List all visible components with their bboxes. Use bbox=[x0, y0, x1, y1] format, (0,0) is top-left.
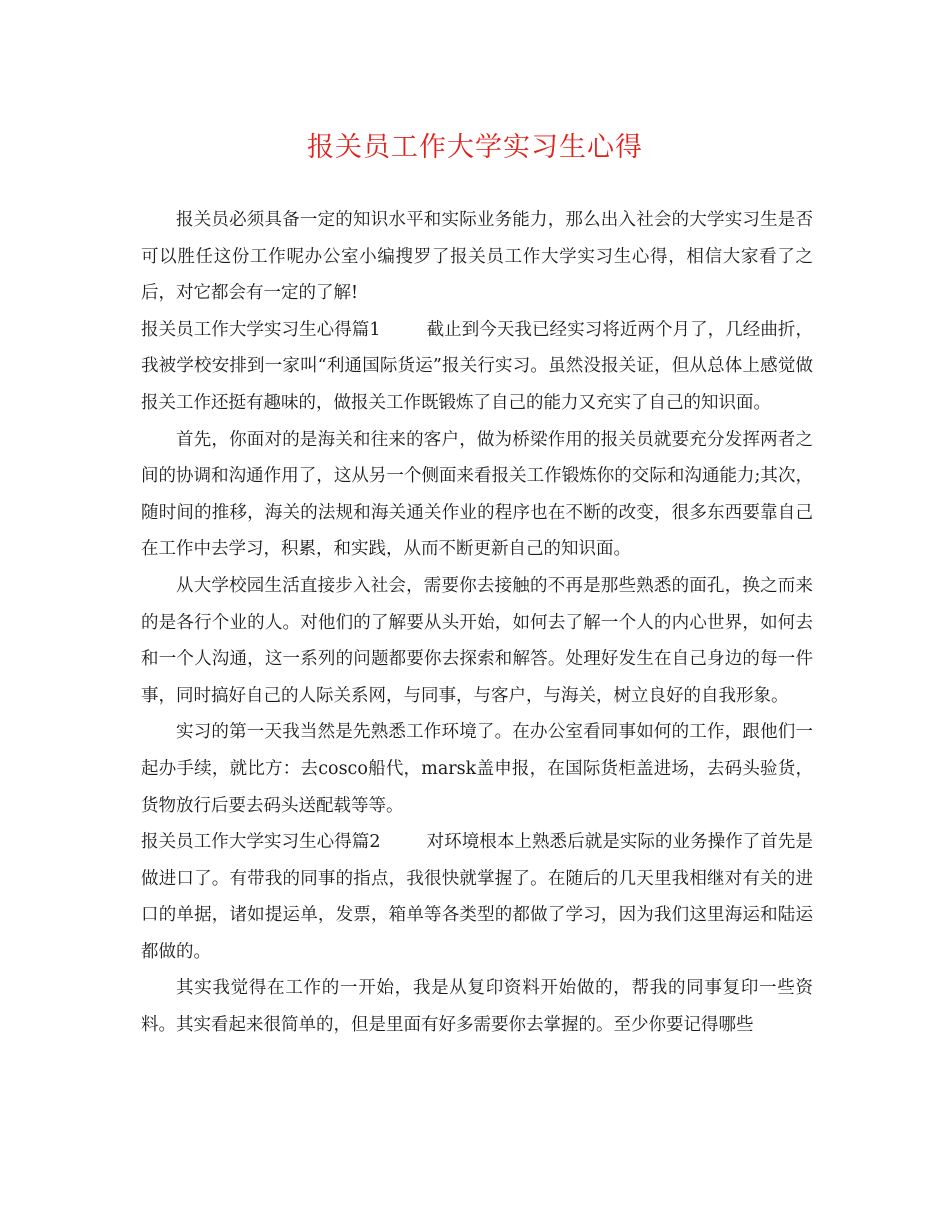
paragraph-section-2 bbox=[141, 824, 813, 970]
section-heading: 报关员工作大学实习生心得篇1 bbox=[141, 319, 381, 340]
document-body bbox=[141, 202, 813, 1044]
paragraph-text: 截止到今天我已经实习将近两个月了，几经曲折，我被学校安排到一家叫“利通国际货运”报关行实习。虽然没报关证，但从总体上感觉做报关工作还挺有趣味的，做报关工作既锻炼了自己的能力又充实了自己的知识面。 bbox=[141, 319, 813, 413]
paragraph-section-1 bbox=[141, 312, 813, 422]
paragraph-text: 报关员必须具备一定的知识水平和实际业务能力，那么出入社会的大学实习生是否可以胜任这份工作呢办公室小编搜罗了报关员工作大学实习生心得，相信大家看了之后，对它都会有一定的了解! bbox=[141, 210, 813, 304]
paragraph-intro bbox=[141, 202, 813, 312]
paragraph bbox=[141, 568, 813, 714]
paragraph bbox=[141, 422, 813, 568]
paragraph-text: 对环境根本上熟悉后就是实际的业务操作了首先是做进口了。有带我的同事的指点，我很快就掌握了。在随后的几天里我相继对有关的进口的单据，诸如提运单，发票，箱单等各类型的都做了学习，因为我们这里海运和陆运都做的。 bbox=[141, 832, 813, 962]
paragraph bbox=[141, 970, 813, 1043]
document-title: 报关员工作大学实习生心得 bbox=[307, 132, 643, 163]
paragraph bbox=[141, 714, 813, 824]
paragraph-text: 实习的第一天我当然是先熟悉工作环境了。在办公室看同事如何的工作，跟他们一起办手续，就比方：去cosco船代，marsk盖申报，在国际货柜盖进场，去码头验货，货物放行后要去码头送配载等等。 bbox=[141, 722, 813, 816]
section-heading: 报关员工作大学实习生心得篇2 bbox=[141, 832, 381, 853]
paragraph-text: 从大学校园生活直接步入社会，需要你去接触的不再是那些熟悉的面孔，换之而来的是各行个业的人。对他们的了解要从头开始，如何去了解一个人的内心世界，如何去和一个人沟通，这一系列的问题都要你去探索和解答。处理好发生在自己身边的每一件事，同时搞好自己的人际关系网，与同事，与客户，与海关，树立良好的自我形象。 bbox=[141, 575, 813, 706]
paragraph-text: 首先，你面对的是海关和往来的客户，做为桥梁作用的报关员就要充分发挥两者之间的协调和沟通作用了，这从另一个侧面来看报关工作锻炼你的交际和沟通能力;其次，随时间的推移，海关的法规和海关通关作业的程序也在不断的改变，很多东西要靠自己在工作中去学习，积累，和实践，从而不断更新自己的知识面。 bbox=[141, 429, 813, 560]
paragraph-text: 其实我觉得在工作的一开始，我是从复印资料开始做的，帮我的同事复印一些资料。其实看起来很简单的，但是里面有好多需要你去掌握的。至少你要记得哪些 bbox=[141, 978, 813, 1036]
